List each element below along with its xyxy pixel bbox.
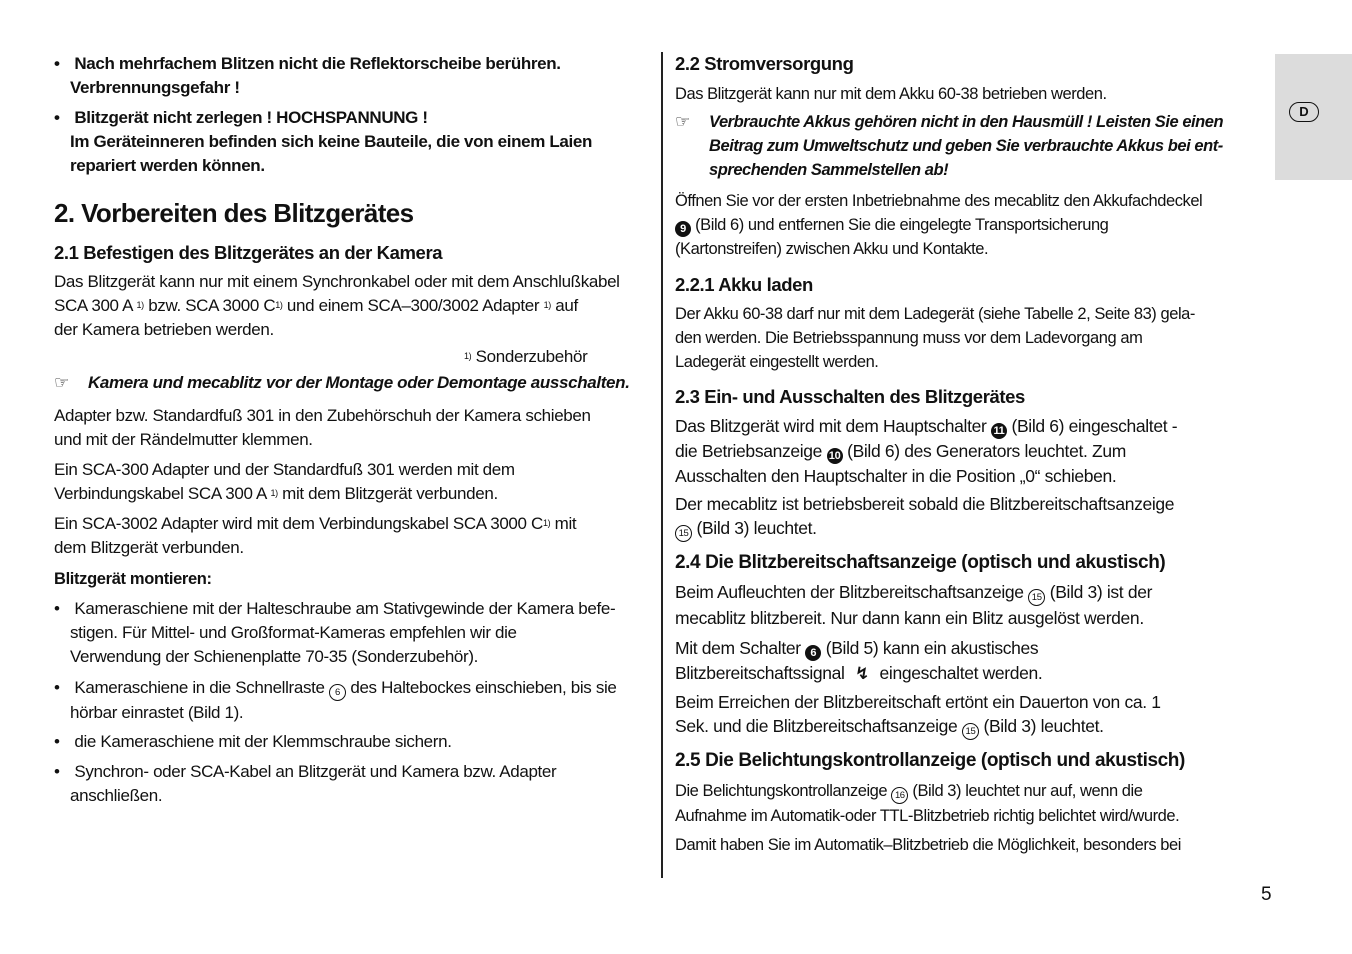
paragraph: Damit haben Sie im Automatik–Blitzbetrieb die Möglichkeit, besonders bei xyxy=(675,836,1181,854)
subheading: Blitzgerät montieren: xyxy=(54,570,212,588)
section-title-2-2: 2.2 Stromversorgung xyxy=(675,53,854,74)
language-tab xyxy=(1275,54,1352,180)
hand-pointer-icon: ☞ xyxy=(675,112,690,131)
callout-number: 11 xyxy=(991,423,1007,439)
callout-number: 6 xyxy=(329,684,346,701)
list-item: • die Kameraschiene mit der Klemmschraube sichern. xyxy=(54,730,652,754)
list-item: • Kameraschiene mit der Halteschraube am Stativgewinde der Kamera befe- stigen. Für Mittel- und Großformat-Kameras empfehlen wir die Verwendung der Schienenplatte 70-35 (Sonderzubehör). xyxy=(54,597,652,669)
list-item: • Kameraschiene in die Schnellraste 6 des Haltebockes einschieben, bis sie hörbar einrastet (Bild 1). xyxy=(54,676,652,725)
note: ☞ Verbrauchte Akkus gehören nicht in den Hausmüll ! Leisten Sie einen Beitrag zum Umweltschutz und geben Sie verbrauchte Akkus bei ent- sprechenden Sammelstellen ab! xyxy=(675,112,1224,179)
callout-number: 15 xyxy=(675,525,692,542)
callout-number: 9 xyxy=(675,221,691,237)
section-title-2-3: 2.3 Ein- und Ausschalten des Blitzgerätes xyxy=(675,386,1025,407)
chapter-title: 2. Vorbereiten des Blitzgerätes xyxy=(54,198,414,228)
callout-number: 10 xyxy=(827,448,843,464)
column-divider xyxy=(661,52,663,878)
paragraph: Beim Erreichen der Blitzbereitschaft ertönt ein Dauerton von ca. 1 Sek. und die Blitzbereitschaftsanzeige 15 (Bild 3) leuchtet. xyxy=(675,690,1273,740)
paragraph: Der mecablitz ist betriebsbereit sobald die Blitzbereitschaftsanzeige 15 (Bild 3) leuchtet. xyxy=(675,492,1273,542)
paragraph: Das Blitzgerät kann nur mit dem Akku 60-38 betrieben werden. xyxy=(675,85,1107,103)
flash-signal-icon: ↯ xyxy=(855,664,870,683)
paragraph: Ein SCA-3002 Adapter wird mit dem Verbindungskabel SCA 3000 C$^{1)}$ mit dem Blitzgerät verbunden. xyxy=(54,514,577,557)
paragraph: Beim Aufleuchten der Blitzbereitschaftsanzeige 15 (Bild 3) ist der mecablitz blitzbereit. Nur dann kann ein Blitz ausgelöst werden. xyxy=(675,582,1153,628)
paragraph: Das Blitzgerät wird mit dem Hauptschalter 11 (Bild 6) eingeschaltet - die Betriebsanzeige 10 (Bild 6) des Generators leuchtet. Zum Ausschalten den Hauptschalter in die Position „0“ schieben. xyxy=(675,416,1178,486)
callout-number: 16 xyxy=(891,787,908,804)
paragraph: Öffnen Sie vor der ersten Inbetriebnahme des mecablitz den Akkufachdeckel 9 (Bild 6) und entfernen Sie die eingelegte Transportsicherung (Kartonstreifen) zwischen Akku und Kontakte. xyxy=(675,192,1203,258)
section-title-2-5: 2.5 Die Belichtungskontrollanzeige (optisch und akustisch) xyxy=(675,750,1185,771)
page-number: 5 xyxy=(1261,884,1272,905)
callout-number: 15 xyxy=(962,723,979,740)
hand-pointer-icon: ☞ xyxy=(54,373,69,392)
paragraph: Das Blitzgerät kann nur mit einem Synchronkabel oder mit dem Anschlußkabel SCA 300 A $^{1)}$ bzw. SCA 3000 C$^{1)}$ und einem SCA–300/3002 Adapter $^{1)}$ auf der Kamera betrieben werden. xyxy=(54,272,620,339)
warning-item: • Blitzgerät nicht zerlegen ! HOCHSPANNUNG ! Im Geräteinneren befinden sich keine Bauteile, die von einem Laien repariert werden können. xyxy=(54,106,652,178)
warning-item: • Nach mehrfachem Blitzen nicht die Reflektorscheibe berühren. Verbrennungsgefahr ! xyxy=(54,52,652,100)
paragraph: Mit dem Schalter 6 (Bild 5) kann ein akustisches Blitzbereitschaftssignal ↯ eingeschaltet werden. xyxy=(675,636,1273,686)
section-title-2-1: 2.1 Befestigen des Blitzgerätes an der Kamera xyxy=(54,242,443,263)
footnote: $^{1)}$ Sonderzubehör xyxy=(464,347,588,366)
note: ☞ Kamera und mecablitz vor der Montage oder Demontage ausschalten. xyxy=(54,371,652,395)
list-item: • Synchron- oder SCA-Kabel an Blitzgerät und Kamera bzw. Adapter anschließen. xyxy=(54,760,652,808)
paragraph: Adapter bzw. Standardfuß 301 in den Zubehörschuh der Kamera schieben und mit der Rändelmutter klemmen. xyxy=(54,406,591,449)
callout-number: 15 xyxy=(1028,589,1045,606)
callout-number: 6 xyxy=(805,645,821,661)
section-title-2-2-1: 2.2.1 Akku laden xyxy=(675,274,813,295)
paragraph: Der Akku 60-38 darf nur mit dem Ladegerät (siehe Tabelle 2, Seite 83) gela- den werden. Die Betriebsspannung muss vor dem Ladevorgang am Ladegerät eingestellt werden. xyxy=(675,305,1195,371)
paragraph: Ein SCA-300 Adapter und der Standardfuß 301 werden mit dem Verbindungskabel SCA 300 A $^{1)}$ mit dem Blitzgerät verbunden. xyxy=(54,460,515,503)
section-title-2-4: 2.4 Die Blitzbereitschaftsanzeige (optisch und akustisch) xyxy=(675,552,1166,573)
paragraph: Die Belichtungskontrollanzeige 16 (Bild 3) leuchtet nur auf, wenn die Aufnahme im Automatik-oder TTL-Blitzbetrieb richtig belichtet wird/wurde. xyxy=(675,782,1180,825)
language-badge: D xyxy=(1289,102,1319,122)
